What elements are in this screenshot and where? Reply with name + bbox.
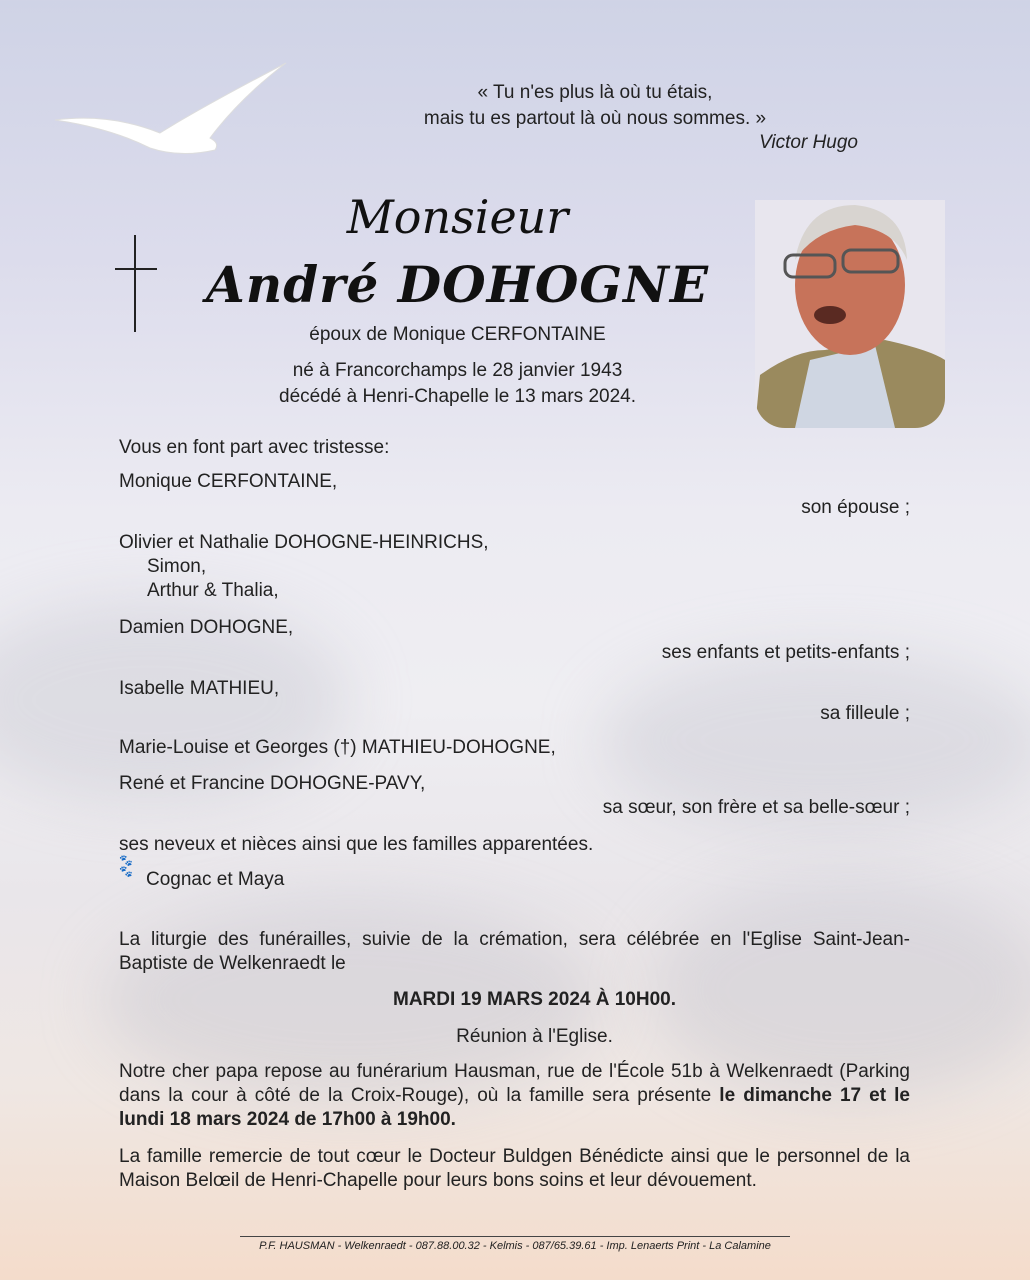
thanks-text: La famille remercie de tout cœur le Docteur Buldgen Bénédicte ainsi que le personnel de la Maison Belœil de Henri-Chapelle pour leurs bons soins et leur dévouement.	[119, 1146, 910, 1191]
family-name: Olivier et Nathalie DOHOGNE-HEINRICHS,	[119, 532, 489, 553]
death-line: décédé à Henri-Chapelle le 13 mars 2024.	[279, 386, 636, 407]
family-group	[119, 531, 910, 665]
family-name: René et Francine DOHOGNE-PAVY,	[119, 773, 426, 794]
family-relation: ses enfants et petits-enfants ;	[661, 642, 910, 663]
pets-line	[119, 856, 910, 892]
visitation-details: Notre cher papa repose au funérarium Hausman, rue de l'École 51b à Welkenraedt (Parking dans la cour à côté de la Croix-Rouge), où la famille sera présente	[119, 1061, 910, 1106]
family-group	[119, 736, 910, 820]
portrait-photo	[755, 200, 945, 428]
family-group	[119, 470, 910, 520]
nephews-line: ses neveux et nièces ainsi que les familles apparentées.	[119, 834, 594, 855]
visitation-text	[119, 1060, 910, 1132]
intro: Vous en font part avec tristesse:	[119, 437, 390, 458]
family-relation: sa filleule ;	[820, 703, 910, 724]
family-group	[119, 677, 910, 726]
spouse-line: époux de Monique CERFONTAINE	[309, 324, 606, 345]
quote	[330, 80, 860, 132]
family-name: Monique CERFONTAINE,	[119, 471, 338, 492]
seagull-illustration	[50, 58, 290, 168]
family-name: Isabelle MATHIEU,	[119, 678, 280, 699]
family-name: Marie-Louise et Georges (†) MATHIEU-DOHOGNE,	[119, 737, 556, 758]
paw-print-icon: 🐾 🐾	[119, 855, 133, 878]
quote-line-1: « Tu n'es plus là où tu étais,	[477, 82, 713, 103]
visitation-dates: le dimanche 17 et le lundi 18 mars 2024 de 17h00 à 19h00.	[119, 1085, 910, 1130]
cross-icon	[115, 235, 157, 332]
family-name: Simon,	[147, 556, 207, 577]
quote-line-2: mais tu es partout là où nous sommes. »	[423, 108, 767, 129]
pets-names: Cognac et Maya	[146, 869, 285, 890]
ceremony-date: MARDI 19 MARS 2024 À 10H00.	[393, 989, 676, 1010]
deceased-name: André DOHOGNE	[206, 255, 709, 314]
family-relation: sa sœur, son frère et sa belle-sœur ;	[602, 797, 910, 818]
footer: P.F. HAUSMAN - Welkenraedt - 087.88.00.32 - Kelmis - 087/65.39.61 - Imp. Lenaerts Print - La Calamine	[240, 1236, 790, 1252]
liturgy-text: La liturgie des funérailles, suivie de la crémation, sera célébrée en l'Eglise Saint-Jean-Baptiste de Welkenraedt le	[119, 929, 910, 974]
quote-author: Victor Hugo	[759, 132, 858, 153]
birth-line: né à Francorchamps le 28 janvier 1943	[292, 360, 623, 381]
family-name: Arthur & Thalia,	[147, 580, 279, 601]
honorific: Monsieur	[346, 190, 569, 244]
family-relation: son épouse ;	[801, 497, 910, 518]
family-name: Damien DOHOGNE,	[119, 617, 294, 638]
reunion-line: Réunion à l'Eglise.	[456, 1026, 613, 1047]
